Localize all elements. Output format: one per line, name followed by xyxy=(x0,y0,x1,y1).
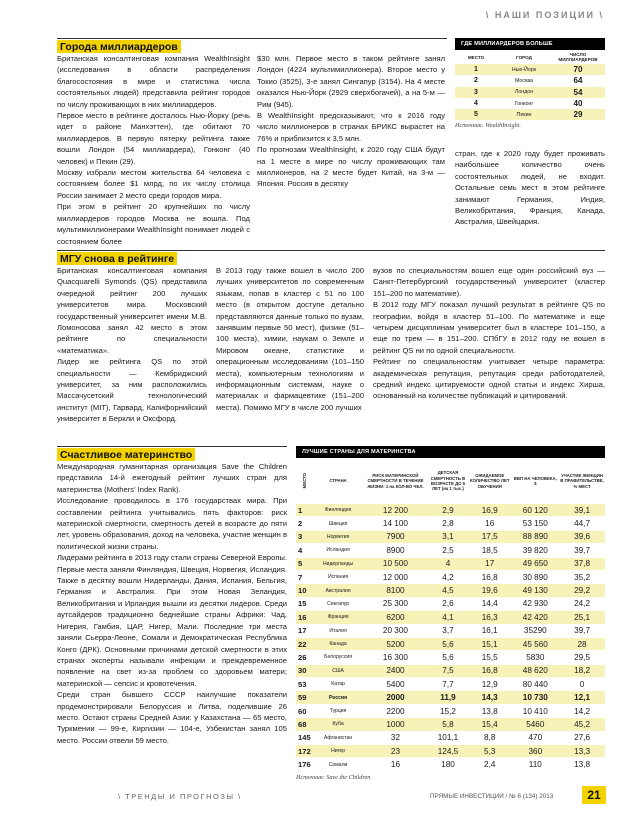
table-cell-place: 4 xyxy=(474,100,478,108)
table-cell-risk: 8900 xyxy=(363,544,428,557)
section-title-cities: Города миллиардеров xyxy=(57,40,181,53)
table-cell-place: 145 xyxy=(296,731,313,744)
table-cell-country: США xyxy=(313,664,363,677)
table-row xyxy=(455,75,605,86)
table-cell-risk: 25 300 xyxy=(363,597,428,610)
table-cell-women: 28 xyxy=(559,637,605,650)
table-cell-country: Испания xyxy=(313,570,363,583)
table-cell-edu: 15,5 xyxy=(468,651,512,664)
table-cell-gdp: 5460 xyxy=(512,718,559,731)
table-cell-women: 39,1 xyxy=(559,504,605,517)
table-row xyxy=(296,530,605,543)
table-cell-gdp: 30 890 xyxy=(512,570,559,583)
footer-section: \ ТРЕНДЫ И ПРОГНОЗЫ \ xyxy=(118,792,242,801)
table-row xyxy=(296,745,605,758)
table-row xyxy=(296,597,605,610)
table-cell-child: 2,5 xyxy=(428,544,468,557)
table-cell-count: 64 xyxy=(573,76,583,86)
divider xyxy=(57,38,447,39)
table-cell-place: 60 xyxy=(296,704,313,717)
paragraph: Исследование проводилось в 176 государствах мира. При составлении рейтинга учитывались пять факторов: риск материнской смертности, смертность детей в возрасте до пяти лет, уровень образования, доход на человека, участие женщин в политической жизни страны. xyxy=(57,496,287,551)
table-cell-gdp: 53 150 xyxy=(512,517,559,530)
table-cell-women: 13,8 xyxy=(559,758,605,771)
table-cell-gdp: 45 560 xyxy=(512,637,559,650)
table-cell-women: 37,8 xyxy=(559,557,605,570)
table-row xyxy=(455,64,605,75)
table-cell-place: 4 xyxy=(296,544,313,557)
table-cell-child: 15,2 xyxy=(428,704,468,717)
table-cell-women: 29,2 xyxy=(559,584,605,597)
table-cell-place: 26 xyxy=(296,651,313,664)
table-cell-place: 3 xyxy=(455,87,497,98)
table-cell-edu: 12,9 xyxy=(468,678,512,691)
table-cell-place: 59 xyxy=(296,691,313,704)
table-cell-edu: 19,6 xyxy=(468,584,512,597)
table-row xyxy=(296,651,605,664)
table-cell-risk: 1000 xyxy=(363,718,428,731)
table-cell-gdp: 48 620 xyxy=(512,664,559,677)
table-cell-risk: 14 100 xyxy=(363,517,428,530)
col-header: СТРАНА xyxy=(329,478,347,484)
table-cell-gdp: 49 650 xyxy=(512,557,559,570)
table-cell-place: 10 xyxy=(296,584,313,597)
paragraph: В WealthInsight предсказывают, что к 2016 году число миллионеров в странах БРИКС вырастет на 76% и приблизится к 3,5 млн. xyxy=(257,111,445,143)
table-cell-country: Италия xyxy=(313,624,363,637)
col-header: ДЕТСКАЯ СМЕРТНОСТЬ В ВОЗРАСТЕ ДО 5 ЛЕТ (на 1 тыс.) xyxy=(430,470,466,492)
paragraph: Рейтинг по специальностям учитывает четыре параметра: академическая репутация, репутация среди работодателей, средний индекс цитируемости одной статьи и индекс Хирша, основанный на количестве публикаций и цитирований. xyxy=(373,357,605,401)
table-cell-risk: 16 300 xyxy=(363,651,428,664)
table-cell-child: 4,1 xyxy=(428,611,468,624)
table-source: Источник: Save the Children. xyxy=(296,773,372,781)
table-cell-edu: 16 xyxy=(468,517,512,530)
table-cell-gdp: 39 820 xyxy=(512,544,559,557)
table-cell-edu: 5,3 xyxy=(468,745,512,758)
table-cell-edu: 16,3 xyxy=(468,611,512,624)
table-row xyxy=(296,758,605,771)
table-cell-child: 2,6 xyxy=(428,597,468,610)
table-cell-count: 29 xyxy=(551,109,605,120)
page-number: 21 xyxy=(582,786,606,804)
section-title-msu: МГУ снова в рейтинге xyxy=(57,252,177,265)
maternity-text xyxy=(57,461,287,746)
table-cell-city: Нью-Йорк xyxy=(497,64,551,75)
table-cell-gdp: 60 120 xyxy=(512,504,559,517)
table-row xyxy=(455,87,605,98)
table-cell-women: 45,2 xyxy=(559,718,605,731)
col-header: ЧИСЛО МИЛЛИАРДЕРОВ xyxy=(558,52,598,62)
table-row xyxy=(296,691,605,704)
table-row xyxy=(455,109,605,120)
table-cell-women: 24,2 xyxy=(559,597,605,610)
col-header: УЧАСТИЕ ЖЕНЩИН В ПРАВИТЕЛЬСТВЕ, % МЕСТ xyxy=(560,472,604,489)
table-cell-edu: 18,5 xyxy=(468,544,512,557)
table-row xyxy=(296,678,605,691)
paragraph: Среди стран бывшего СССР наилучшие показатели продемонстрировали Белоруссия и Литва, поделившие 26 место. Остают страны Средней Азии: у Казахстана — 65 место, Туркмении — 99-е, Киргизии — 104-е, Узбекистан занял 105 место. России отвели 59 место. xyxy=(57,690,287,745)
table-cell-place: 15 xyxy=(296,597,313,610)
table-source: Источник: WealthInsight. xyxy=(455,122,521,130)
msu-col-2: В 2013 году также вошел в число 200 лучших университетов по современным языкам, попав в кластер с 51 по 100 место (в открытом доступе детально представляются данные только по вузам, занявшим первые 50 мест), физике (51–100 места), химии, наукам о Земле и Мировом океане, статистике и операционным исследованиям (101–150 места), компьютерным технологиям и информационным системам, науке о материалах и фармацевтике (151–200 места). Помимо МГУ в числе 200 лучших xyxy=(216,266,364,412)
table-row xyxy=(296,637,605,650)
table-cell-risk: 16 xyxy=(363,758,428,771)
table-cell-women: 14,2 xyxy=(559,704,605,717)
table-cell-place: 5 xyxy=(296,557,313,570)
table-cell-edu: 15,1 xyxy=(468,637,512,650)
table-cell-place: 68 xyxy=(296,718,313,731)
table-cell-women: 44,7 xyxy=(559,517,605,530)
table-cell-edu: 17 xyxy=(468,557,512,570)
table-cell-place: 2 xyxy=(296,517,313,530)
table-cell-child: 4,2 xyxy=(428,570,468,583)
table-cell-gdp: 80 440 xyxy=(512,678,559,691)
paragraph: Международная гуманитарная организация Save the Children представила 14-й ежегодный рейтинг лучших стран для материнства (Mothers' Index Rank). xyxy=(57,462,287,494)
table-cell-gdp: 360 xyxy=(512,745,559,758)
table-cell-child: 5,6 xyxy=(428,651,468,664)
table-row xyxy=(296,584,605,597)
table-cell-country: Афганистан xyxy=(313,731,363,744)
table-cell-child: 7,5 xyxy=(428,664,468,677)
table-cell-women: 35,2 xyxy=(559,570,605,583)
divider xyxy=(57,250,605,251)
table-cell-women: 18,2 xyxy=(559,664,605,677)
table-cell-edu: 8,8 xyxy=(468,731,512,744)
table-cell-risk: 6200 xyxy=(363,611,428,624)
table-row xyxy=(296,544,605,557)
table-cell-risk: 2200 xyxy=(363,704,428,717)
table-cell-country: Россия xyxy=(313,691,363,704)
table-cell-women: 27,6 xyxy=(559,731,605,744)
table-cell-country: Катар xyxy=(313,678,363,691)
table-cell-edu: 16,1 xyxy=(468,624,512,637)
cities-col-3: стран, где к 2020 году будет проживать наибольшее количество очень состоятельных людей, не входит. Остальные семь мест в этом рейтинге занимают Германия, Индия, Великобритания, Франция, Канада, Австралия, Швейцария. xyxy=(455,149,605,227)
table-cell-gdp: 42 930 xyxy=(512,597,559,610)
table-cell-place: 7 xyxy=(296,570,313,583)
table-cell-country: Сингапур xyxy=(313,597,363,610)
table-cell-place: 176 xyxy=(296,758,313,771)
table-cell-country: Финляндия xyxy=(313,504,363,517)
table-cell-country: Канада xyxy=(313,637,363,650)
table-cell-child: 3,7 xyxy=(428,624,468,637)
table-cell-country: Исландия xyxy=(313,544,363,557)
table-row xyxy=(296,704,605,717)
table-cell-gdp: 42 420 xyxy=(512,611,559,624)
paragraph: Лидер же рейтинга QS по этой специальности — Кембриджский университет, за ним расположились Массачусетский технологический институт (MIT), Гарвард, Калифорнийский университет в Беркли и Оксфорд. xyxy=(57,357,207,424)
table-cell-child: 2,9 xyxy=(428,504,468,517)
table-cell-city: Пекин xyxy=(497,109,551,120)
table-cell-risk: 8100 xyxy=(363,584,428,597)
table-row xyxy=(455,98,605,109)
table-cell-risk: 2000 xyxy=(363,691,428,704)
col-header: ВВП НА ЧЕЛОВЕКА, $ xyxy=(513,475,557,486)
table-cell-city: Гонконг xyxy=(514,100,534,107)
table-cell-risk: 10 500 xyxy=(363,557,428,570)
table-cell-women: 0 xyxy=(559,678,605,691)
table-cell-country: Австралия xyxy=(313,584,363,597)
table-cell-women: 12,1 xyxy=(559,691,605,704)
table-cell-risk: 12 000 xyxy=(363,570,428,583)
table-cell-gdp: 5830 xyxy=(512,651,559,664)
table-cell-edu: 16,8 xyxy=(468,570,512,583)
table-cell-child: 3,1 xyxy=(428,530,468,543)
table-cell-edu: 2,4 xyxy=(468,758,512,771)
table-cell-place: 16 xyxy=(296,611,313,624)
table-cell-count: 40 xyxy=(573,99,583,109)
table-cell-country: Франция xyxy=(313,611,363,624)
table-cell-gdp: 88 890 xyxy=(512,530,559,543)
table-cell-place: 53 xyxy=(296,678,313,691)
table-cell-child: 5,8 xyxy=(428,718,468,731)
table-cell-child: 2,8 xyxy=(428,517,468,530)
table-cell-gdp: 35290 xyxy=(512,624,559,637)
table-row xyxy=(296,731,605,744)
section-label: \ НАШИ ПОЗИЦИИ \ xyxy=(485,10,604,20)
table-cell-place: 5 xyxy=(455,109,497,120)
table-cell-women: 25,1 xyxy=(559,611,605,624)
table-cell-gdp: 10 730 xyxy=(512,691,559,704)
table-cell-place: 1 xyxy=(455,64,497,75)
table-cell-country: Нигер xyxy=(313,745,363,758)
table-cell-child: 7,7 xyxy=(428,678,468,691)
table-cell-place: 172 xyxy=(296,745,313,758)
paragraph: При этом в рейтинг 20 крупнейших по числу миллиардеров городов Москва не вошла. Под мультимиллионерами WealthInsight понимает людей с состоянием более xyxy=(57,202,250,246)
table-cell-count: 54 xyxy=(551,87,605,98)
table-row xyxy=(296,570,605,583)
table-cell-country: Нидерланды xyxy=(313,557,363,570)
paragraph: Британская консалтинговая компания WealthInsight (исследования в области распределения благосостояния в мире и статистика числа состоятельных людей) представила рейтинг городов по числу проживающих в них миллиардеров. xyxy=(57,54,250,109)
paragraph: $30 млн. Первое место в таком рейтинге занял Лондон (4224 мультимиллионера). Второе место у Токио (3525), 3-е занял Сингапур (3154). На 4 месте оказался Нью-Йорк (2929 сверхбогачей), а на 5-м — Рим (945). xyxy=(257,54,445,109)
table-cell-child: 4,5 xyxy=(428,584,468,597)
table-cell-risk: 7900 xyxy=(363,530,428,543)
msu-col-1 xyxy=(57,265,207,425)
table-cell-women: 39,6 xyxy=(559,530,605,543)
table-cell-country: Турция xyxy=(313,704,363,717)
table-cell-child: 4 xyxy=(428,557,468,570)
maternity-table xyxy=(296,446,605,781)
table-title: ГДЕ МИЛЛИАРДЕРОВ БОЛЬШЕ xyxy=(455,38,605,50)
msu-col-3 xyxy=(373,265,605,402)
table-row xyxy=(296,664,605,677)
table-cell-child: 124,5 xyxy=(428,745,468,758)
paragraph: Лидерами рейтинга в 2013 году стали страны Северной Европы. Первые места заняли Финляндия, Швеция, Норвегия, Исландия. Также в десятку вошли Нидерланды, Дания, Испания, Бельгия, Германия и Австралия. При этом Новая Зеландия, Великобритания и Ирландия вышли из десятки лидеров. Среди аутсайдеров традиционно беднейшие страны Африки: Чад, Нигерия, Гамбия, ЦАР, Нигер, Мали. Последние три места заняли Сьерра-Леоне, Сомали и Демократическая Республика Конго (ДРК). Основными причинами детской смертности в этих странах эксперты называли инфекции и преждевременное появление на свет из-за проблем со здоровьем матери; материнской — сепсис и кровотечения. xyxy=(57,553,287,688)
table-cell-country: Белоруссия xyxy=(313,651,363,664)
table-cell-women: 39,7 xyxy=(559,544,605,557)
paragraph: Москву избрали местом жительства 64 человека с состоянием более $1 млрд, по их числу столица России занимает 2 место среди городов мира. xyxy=(57,168,250,200)
table-cell-country: Норвегия xyxy=(313,530,363,543)
cities-col-1 xyxy=(57,53,250,247)
table-cell-place: 2 xyxy=(474,77,478,85)
table-cell-child: 5,6 xyxy=(428,637,468,650)
paragraph: вузов по специальностям вошел еще один российский вуз — Санкт-Петербургский государственный университет (кластер 151–200 по математике). xyxy=(373,266,605,298)
table-title: ЛУЧШИЕ СТРАНЫ ДЛЯ МАТЕРИНСТВА xyxy=(296,446,605,458)
table-cell-country: Швеция xyxy=(313,517,363,530)
table-cell-country: Куба xyxy=(313,718,363,731)
table-row xyxy=(296,517,605,530)
table-cell-edu: 15,4 xyxy=(468,718,512,731)
table-cell-city: Лондон xyxy=(497,87,551,98)
table-cell-women: 13,3 xyxy=(559,745,605,758)
footer-magazine: ПРЯМЫЕ ИНВЕСТИЦИИ / № 6 (134) 2013 xyxy=(430,793,554,800)
table-cell-risk: 20 300 xyxy=(363,624,428,637)
table-cell-gdp: 470 xyxy=(512,731,559,744)
col-header: ГОРОД xyxy=(516,54,532,60)
col-header: ОЖИДАЕМОЕ КОЛИЧЕСТВО ЛЕТ ОБУЧЕНИЯ xyxy=(469,472,510,489)
table-cell-place: 30 xyxy=(296,664,313,677)
table-cell-gdp: 49 130 xyxy=(512,584,559,597)
table-cell-women: 39,7 xyxy=(559,624,605,637)
table-cell-place: 22 xyxy=(296,637,313,650)
table-cell-edu: 17,5 xyxy=(468,530,512,543)
table-cell-risk: 32 xyxy=(363,731,428,744)
table-cell-edu: 16,8 xyxy=(468,664,512,677)
table-cell-place: 17 xyxy=(296,624,313,637)
table-row xyxy=(296,611,605,624)
table-cell-edu: 16,9 xyxy=(468,504,512,517)
table-row xyxy=(296,557,605,570)
section-title-maternity: Счастливое материнство xyxy=(57,448,195,461)
billionaires-table xyxy=(455,38,605,129)
table-cell-place: 3 xyxy=(296,530,313,543)
table-cell-risk: 5200 xyxy=(363,637,428,650)
col-header: МЕСТО xyxy=(301,473,307,489)
table-cell-count: 70 xyxy=(551,64,605,75)
table-cell-risk: 5400 xyxy=(363,678,428,691)
table-cell-risk: 12 200 xyxy=(363,504,428,517)
paragraph: По прогнозам WealthInsight, к 2020 году США будут на 1 месте в мире по числу проживающих там миллионеров, на 2 месте будет Китай, на 3-м — Япония. Россия в десятку xyxy=(257,145,445,189)
table-cell-edu: 14,3 xyxy=(468,691,512,704)
table-cell-child: 101,1 xyxy=(428,731,468,744)
table-cell-women: 29,5 xyxy=(559,651,605,664)
col-header: РИСК МАТЕРИНСКОЙ СМЕРТНОСТИ В ТЕЧЕНИЕ ЖИЗНИ: 1 на КОЛ-ВО ЧЕЛ. xyxy=(367,472,424,489)
table-cell-risk: 2400 xyxy=(363,664,428,677)
table-cell-city: Москва xyxy=(514,77,534,84)
table-cell-risk: 23 xyxy=(363,745,428,758)
paragraph: В 2012 году МГУ показал лучший результат в рейтинге QS по географии, войдя в кластер 51–100. По математике и еще четырем дисциплинам университет был в кластере 101–150, а еще по трем — в 151–200. СПбГУ в 2012 году не вошел в рейтинг QS ни по одной специальности. xyxy=(373,300,605,355)
table-cell-edu: 13,8 xyxy=(468,704,512,717)
table-cell-gdp: 110 xyxy=(512,758,559,771)
table-cell-place: 1 xyxy=(296,504,313,517)
paragraph: Первое место в рейтинге досталось Нью-Йорку (речь идет о районе Манхэттен), где обитают 70 миллиардеров. В первую пятерку рейтинга также вошли Лондон (54 миллиардера), Гонконг (40 человек) и Пекин (29). xyxy=(57,111,250,166)
table-row xyxy=(296,624,605,637)
divider xyxy=(57,446,287,447)
table-row xyxy=(296,718,605,731)
col-header: МЕСТО xyxy=(467,54,485,60)
table-cell-country: Сомали xyxy=(313,758,363,771)
table-cell-gdp: 10 410 xyxy=(512,704,559,717)
table-row xyxy=(296,504,605,517)
table-cell-child: 11,9 xyxy=(428,691,468,704)
table-cell-edu: 14,4 xyxy=(468,597,512,610)
cities-col-2 xyxy=(257,53,445,190)
table-cell-child: 180 xyxy=(428,758,468,771)
paragraph: Британская консалтинговая компания Quacquarelli Symonds (QS) представила очередной рейтинг 200 лучших университетов мира. Московский государственный университет имени М.В. Ломоносова занял 42 место в этом рейтинге по специальности «математика». xyxy=(57,266,207,355)
